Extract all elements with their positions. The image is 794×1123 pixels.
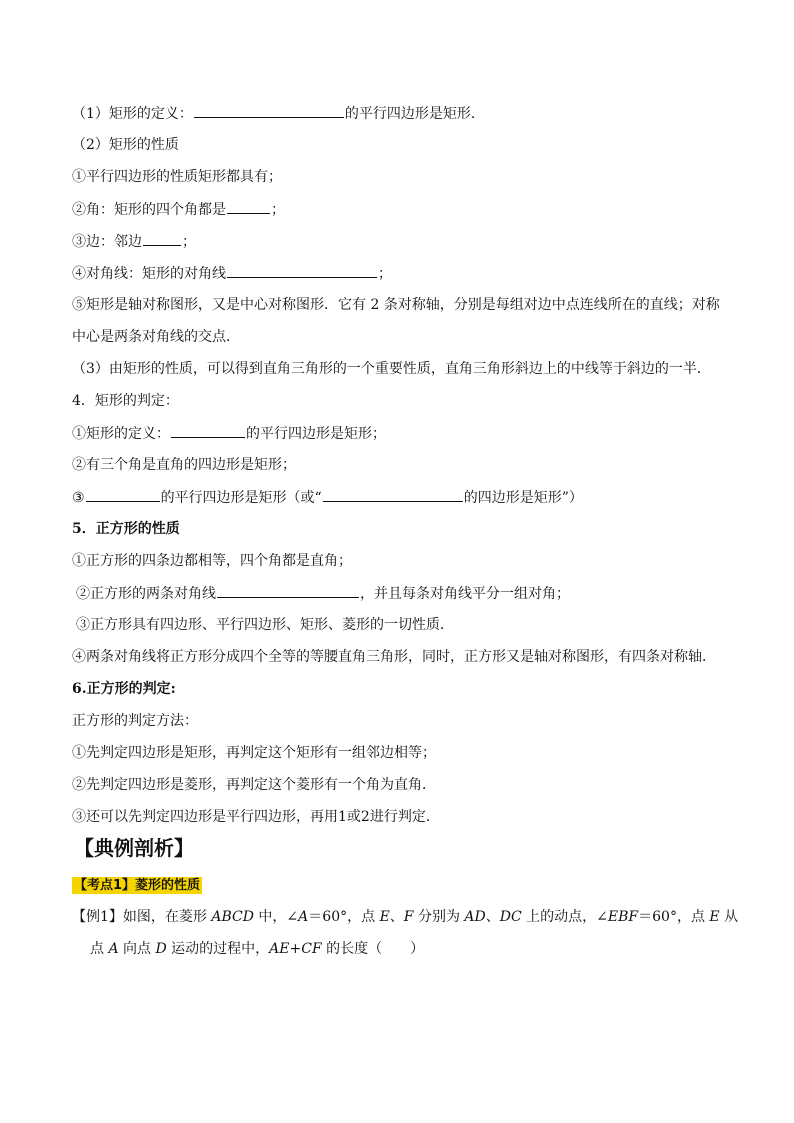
math-var: A bbox=[298, 909, 309, 925]
answer-blank[interactable] bbox=[323, 488, 463, 502]
answer-parentheses: 的长度（ ） bbox=[321, 941, 425, 957]
square-property-2 bbox=[76, 584, 570, 603]
example-text: 分别为 bbox=[413, 909, 465, 925]
example-text: 向点 bbox=[118, 941, 156, 957]
answer-blank[interactable] bbox=[143, 232, 181, 246]
rect-judgement-title: 4．矩形的判定： bbox=[72, 393, 179, 409]
topic-line bbox=[72, 876, 202, 894]
example-text: 点 bbox=[90, 941, 109, 957]
answer-blank[interactable] bbox=[171, 424, 245, 438]
example-line-2 bbox=[90, 940, 424, 958]
math-var: DC bbox=[499, 909, 522, 925]
rect-judgement-3 bbox=[72, 488, 583, 507]
rect-definition bbox=[72, 104, 485, 123]
answer-blank[interactable] bbox=[194, 104, 344, 118]
math-var: AD bbox=[464, 909, 486, 925]
answer-blank[interactable] bbox=[86, 488, 160, 502]
math-var: D bbox=[155, 941, 167, 957]
square-properties-title: 5．正方形的性质 bbox=[72, 521, 180, 537]
rect-property-sides bbox=[72, 232, 196, 251]
example-label: 【例1】 bbox=[72, 909, 123, 925]
example-text: 、 bbox=[389, 909, 404, 925]
square-judgement-3: ③还可以先判定四边形是平行四边形，再用1或2进行判定． bbox=[72, 809, 440, 825]
square-property-2-text: ②正方形的两条对角线 bbox=[76, 586, 216, 602]
rect-judgement-1 bbox=[72, 424, 386, 443]
math-var: F bbox=[403, 909, 414, 925]
square-judgement-intro: 正方形的判定方法： bbox=[72, 713, 198, 729]
rect-property-right-triangle: （3）由矩形的性质，可以得到直角三角形的一个重要性质，直角三角形斜边上的中线等于斜边的一半． bbox=[72, 361, 711, 377]
math-var: A bbox=[108, 941, 119, 957]
rect-property-symmetry-cont: 中心是两条对角线的交点． bbox=[72, 329, 240, 345]
square-property-3: ③正方形具有四边形、平行四边形、矩形、菱形的一切性质． bbox=[76, 617, 454, 633]
example-text: 从 bbox=[719, 909, 739, 925]
square-judgement-1: ①先判定四边形是矩形，再判定这个矩形有一组邻边相等； bbox=[72, 745, 436, 761]
section-heading: 【典例剖析】 bbox=[74, 836, 194, 860]
answer-blank[interactable] bbox=[217, 584, 359, 598]
answer-blank[interactable] bbox=[227, 264, 377, 278]
square-property-2-suffix: ，并且每条对角线平分一组对角； bbox=[360, 586, 570, 602]
rect-property-1: ①平行四边形的性质矩形都具有； bbox=[72, 169, 282, 185]
example-text: 运动的过程中， bbox=[166, 941, 270, 957]
math-var: EBF bbox=[607, 909, 639, 925]
punctuation: ； bbox=[182, 234, 196, 250]
square-property-1: ①正方形的四条边都相等，四个角都是直角； bbox=[72, 553, 352, 569]
example-text: ＝60°，点 bbox=[308, 909, 380, 925]
answer-blank[interactable] bbox=[227, 200, 270, 214]
example-text: 如图，在菱形 bbox=[122, 909, 212, 925]
rect-judgement-3-text: 的平行四边形是矩形（或“ bbox=[160, 490, 322, 506]
rect-definition-suffix: 的平行四边形是矩形． bbox=[344, 106, 485, 122]
rect-property-diagonals-text: ④对角线：矩形的对角线 bbox=[72, 266, 226, 282]
rect-judgement-3-num: ③ bbox=[72, 490, 85, 506]
math-var: E bbox=[709, 909, 720, 925]
rect-judgement-2: ②有三个角是直角的四边形是矩形； bbox=[72, 457, 296, 473]
rect-property-sides-text: ③边：邻边 bbox=[72, 234, 142, 250]
example-line-1 bbox=[72, 908, 738, 926]
rect-property-angles bbox=[72, 200, 285, 219]
square-judgement-title: 6.正方形的判定: bbox=[72, 681, 176, 697]
rect-properties-title: （2）矩形的性质 bbox=[72, 137, 179, 153]
topic-tag: 【考点1】菱形的性质 bbox=[74, 878, 201, 893]
math-var: E bbox=[379, 909, 390, 925]
punctuation: ； bbox=[378, 266, 392, 282]
rect-property-symmetry: ⑤矩形是轴对称图形，又是中心对称图形．它有 2 条对称轴，分别是每组对边中点连线所在的直线；对称 bbox=[72, 297, 720, 313]
rect-property-diagonals bbox=[72, 264, 392, 283]
rect-definition-prefix: （1）矩形的定义： bbox=[72, 106, 193, 122]
rect-judgement-1-suffix: 的平行四边形是矩形； bbox=[246, 426, 386, 442]
example-text: 、 bbox=[485, 909, 500, 925]
rect-judgement-1-text: ①矩形的定义： bbox=[72, 426, 170, 442]
rect-judgement-3-suffix: 的四边形是矩形”） bbox=[463, 490, 583, 506]
example-text: 上的动点，∠ bbox=[521, 909, 608, 925]
math-var: ABCD bbox=[211, 909, 254, 925]
example-text: ＝60°，点 bbox=[638, 909, 710, 925]
rect-property-angles-text: ②角：矩形的四个角都是 bbox=[72, 202, 226, 218]
square-property-4: ④两条对角线将正方形分成四个全等的等腰直角三角形，同时，正方形又是轴对称图形，有四条对称轴． bbox=[72, 649, 716, 665]
example-text: 中，∠ bbox=[253, 909, 299, 925]
punctuation: ； bbox=[271, 202, 285, 218]
math-expression: AE+CF bbox=[269, 941, 322, 957]
square-judgement-2: ②先判定四边形是菱形，再判定这个菱形有一个角为直角． bbox=[72, 777, 436, 793]
